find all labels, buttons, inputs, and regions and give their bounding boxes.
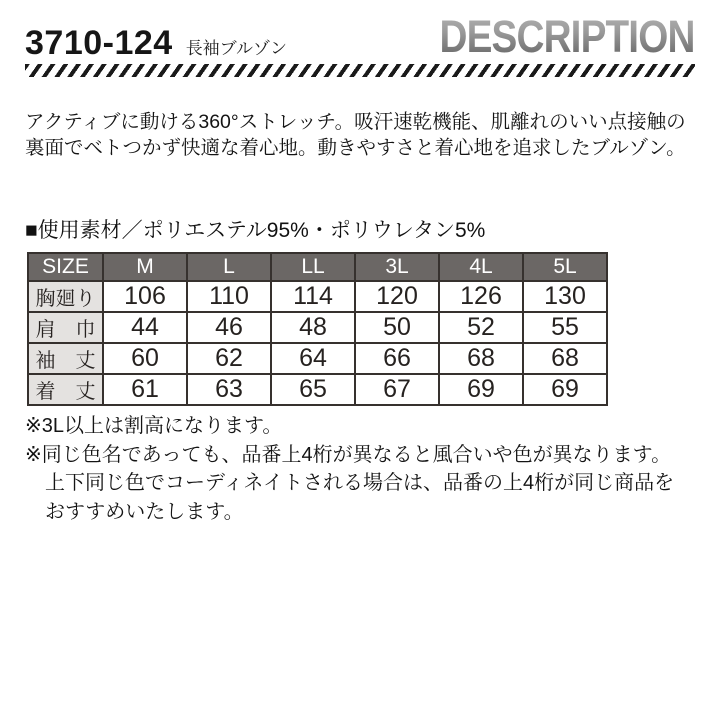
product-type-label: 長袖ブルゾン — [185, 39, 288, 58]
size-value-cell: 63 — [187, 374, 271, 405]
size-table-row — [28, 281, 607, 312]
size-value-cell: 68 — [439, 343, 523, 374]
size-table-column-header: L — [187, 253, 271, 281]
size-table-row — [28, 374, 607, 405]
size-row-label: 袖 丈 — [28, 343, 103, 374]
product-description — [25, 109, 686, 161]
size-row-label: 着 丈 — [28, 374, 103, 405]
size-value-cell: 126 — [439, 281, 523, 312]
note-line: ※同じ色名であっても、品番上4桁が異なると風合いや色が異なります。 — [25, 443, 672, 466]
size-table-column-header: 4L — [439, 253, 523, 281]
size-table-body — [28, 281, 607, 405]
size-value-cell: 69 — [439, 374, 523, 405]
size-value-cell: 69 — [523, 374, 607, 405]
product-header — [25, 24, 287, 63]
size-value-cell: 60 — [103, 343, 187, 374]
size-value-cell: 120 — [355, 281, 439, 312]
size-row-label: 胸廻り — [28, 281, 103, 312]
size-table-column-header: 3L — [355, 253, 439, 281]
size-value-cell: 52 — [439, 312, 523, 343]
note-line: ※3L以上は割高になります。 — [25, 415, 283, 437]
size-table-column-header: LL — [271, 253, 355, 281]
size-table-row — [28, 343, 607, 374]
size-value-cell: 68 — [523, 343, 607, 374]
materials-line: ■使用素材／ポリエステル95%・ポリウレタン5% — [25, 219, 486, 242]
notes — [25, 412, 674, 526]
size-row-label: 肩 巾 — [28, 312, 103, 343]
size-value-cell: 48 — [271, 312, 355, 343]
size-value-cell: 114 — [271, 281, 355, 312]
size-value-cell: 61 — [103, 374, 187, 405]
size-value-cell: 67 — [355, 374, 439, 405]
size-table-head — [28, 253, 607, 281]
description-line: 裏面でベトつかず快適な着心地。動きやすさと着心地を追求したブルゾン。 — [25, 137, 686, 159]
size-value-cell: 62 — [187, 343, 271, 374]
size-value-cell: 110 — [187, 281, 271, 312]
note-line: おすすめいたします。 — [45, 500, 244, 523]
size-table-column-header: M — [103, 253, 187, 281]
description-line: アクティブに動ける360°ストレッチ。吸汗速乾機能、肌離れのいい点接触の — [25, 111, 686, 133]
description-heading: DESCRIPTION — [439, 11, 695, 62]
size-table-header-row — [28, 253, 607, 281]
note-line: 上下同じ色でコーディネイトされる場合は、品番の上4桁が同じ商品を — [45, 472, 675, 494]
size-table-column-header: 5L — [523, 253, 607, 281]
size-table-column-header: SIZE — [28, 253, 103, 281]
size-value-cell: 130 — [523, 281, 607, 312]
size-value-cell: 55 — [523, 312, 607, 343]
product-code: 3710-124 — [25, 24, 173, 62]
size-value-cell: 46 — [187, 312, 271, 343]
size-table — [27, 252, 608, 406]
size-value-cell: 44 — [103, 312, 187, 343]
size-value-cell: 106 — [103, 281, 187, 312]
size-value-cell: 50 — [355, 312, 439, 343]
size-value-cell: 64 — [271, 343, 355, 374]
size-value-cell: 66 — [355, 343, 439, 374]
size-value-cell: 65 — [271, 374, 355, 405]
hatched-divider — [25, 64, 695, 77]
size-table-row — [28, 312, 607, 343]
